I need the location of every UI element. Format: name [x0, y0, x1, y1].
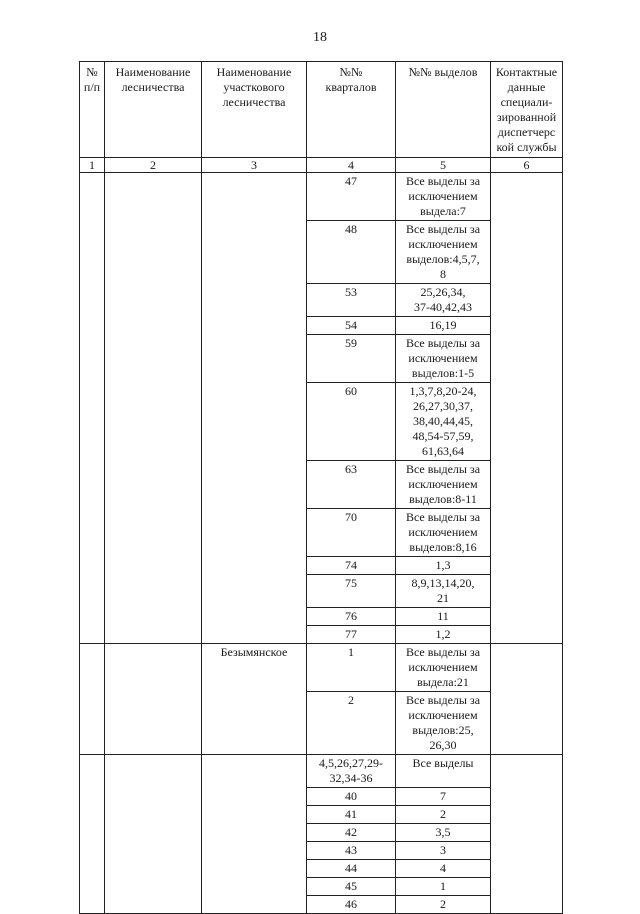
allotments-cell: 7 [396, 788, 491, 806]
quarter-cell: 40 [307, 788, 396, 806]
column-number: 6 [491, 158, 563, 173]
allotments-cell: 11 [396, 608, 491, 626]
quarter-cell: 59 [307, 335, 396, 383]
district-forestry-cell: Безымянское [202, 644, 307, 755]
quarter-cell: 2 [307, 692, 396, 755]
table-row [80, 755, 563, 788]
table-row [80, 173, 563, 221]
quarter-cell: 54 [307, 317, 396, 335]
header-district-forestry: Наименование участкового лесничества [202, 62, 307, 158]
allotments-cell: 4 [396, 860, 491, 878]
index-cell [80, 644, 105, 755]
contacts-cell [491, 644, 563, 755]
quarter-cell: 48 [307, 221, 396, 284]
allotments-cell: Все выделы за исключением выделов:1-5 [396, 335, 491, 383]
district-forestry-cell [202, 173, 307, 644]
allotments-cell: 3 [396, 842, 491, 860]
allotments-cell: 16,19 [396, 317, 491, 335]
district-forestry-cell [202, 755, 307, 914]
quarter-cell: 74 [307, 557, 396, 575]
header-quarters: №№ кварталов [307, 62, 396, 158]
quarter-cell: 60 [307, 383, 396, 461]
column-number: 2 [105, 158, 202, 173]
page-number: 18 [313, 30, 327, 45]
forestry-table [79, 61, 563, 914]
quarter-cell: 44 [307, 860, 396, 878]
quarter-cell: 42 [307, 824, 396, 842]
allotments-cell: 8,9,13,14,20, 21 [396, 575, 491, 608]
contacts-cell [491, 173, 563, 644]
allotments-cell: Все выделы за исключением выдела:21 [396, 644, 491, 692]
allotments-cell: 1,3,7,8,20-24, 26,27,30,37, 38,40,44,45, 48,54-57,59, 61,63,64 [396, 383, 491, 461]
index-cell [80, 173, 105, 644]
index-cell [80, 755, 105, 914]
quarter-cell: 43 [307, 842, 396, 860]
quarter-cell: 4,5,26,27,29- 32,34-36 [307, 755, 396, 788]
quarter-cell: 75 [307, 575, 396, 608]
forestry-cell [105, 755, 202, 914]
quarter-cell: 46 [307, 896, 396, 914]
header-forestry: Наименование лесничества [105, 62, 202, 158]
quarter-cell: 77 [307, 626, 396, 644]
quarter-cell: 70 [307, 509, 396, 557]
allotments-cell: Все выделы за исключением выделов:8-11 [396, 461, 491, 509]
column-numbers-row [80, 158, 563, 173]
allotments-cell: 1,3 [396, 557, 491, 575]
allotments-cell: Все выделы за исключением выделов:25, 26,30 [396, 692, 491, 755]
allotments-cell: Все выделы [396, 755, 491, 788]
column-number: 4 [307, 158, 396, 173]
quarter-cell: 47 [307, 173, 396, 221]
contacts-cell [491, 755, 563, 914]
header-allotments: №№ выделов [396, 62, 491, 158]
quarter-cell: 1 [307, 644, 396, 692]
quarter-cell: 45 [307, 878, 396, 896]
allotments-cell: 1 [396, 878, 491, 896]
header-index: № п/п [80, 62, 105, 158]
column-number: 5 [396, 158, 491, 173]
allotments-cell: 3,5 [396, 824, 491, 842]
allotments-cell: 25,26,34, 37-40,42,43 [396, 284, 491, 317]
allotments-cell: 2 [396, 806, 491, 824]
header-contacts: Контактные данные специали- зированной диспетчерс кой службы [491, 62, 563, 158]
quarter-cell: 76 [307, 608, 396, 626]
quarter-cell: 53 [307, 284, 396, 317]
header-row [80, 62, 563, 158]
column-number: 3 [202, 158, 307, 173]
forestry-cell [105, 644, 202, 755]
allotments-cell: Все выделы за исключением выделов:4,5,7, 8 [396, 221, 491, 284]
allotments-cell: Все выделы за исключением выдела:7 [396, 173, 491, 221]
table-row [80, 644, 563, 692]
quarter-cell: 41 [307, 806, 396, 824]
allotments-cell: Все выделы за исключением выделов:8,16 [396, 509, 491, 557]
forestry-cell [105, 173, 202, 644]
column-number: 1 [80, 158, 105, 173]
allotments-cell: 2 [396, 896, 491, 914]
quarter-cell: 63 [307, 461, 396, 509]
allotments-cell: 1,2 [396, 626, 491, 644]
